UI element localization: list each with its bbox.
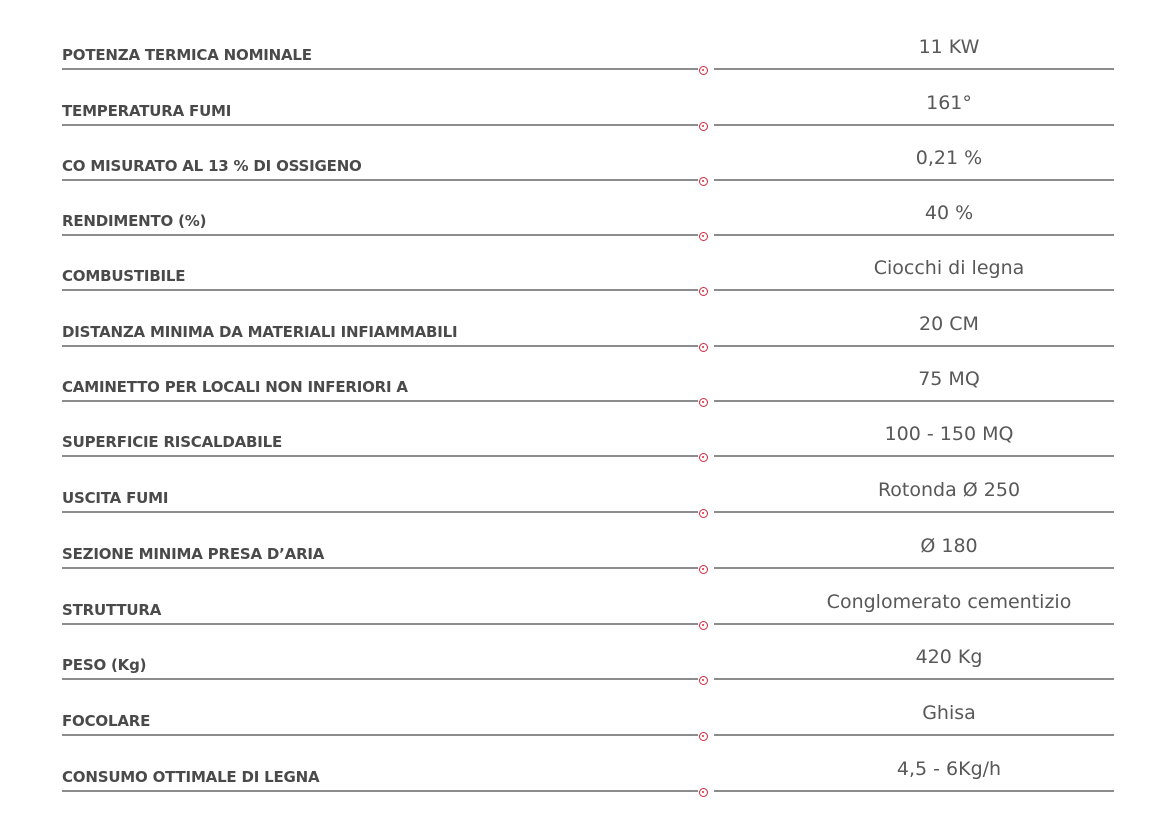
divider-left [62, 234, 698, 236]
divider-right [714, 289, 1114, 291]
spec-value: 75 MQ [918, 368, 980, 390]
spec-row [0, 257, 1171, 320]
spec-label: CO MISURATO AL 13 % DI OSSIGENO [62, 157, 362, 175]
spec-row [0, 479, 1171, 542]
spec-label: SEZIONE MINIMA PRESA D’ARIA [62, 545, 325, 563]
divider-right [714, 179, 1114, 181]
circle-dot-icon [699, 621, 708, 630]
spec-value: 20 CM [919, 313, 979, 335]
divider-right [714, 455, 1114, 457]
circle-dot-icon [699, 232, 708, 241]
circle-dot-icon [699, 676, 708, 685]
spec-value: Ø 180 [920, 535, 978, 557]
spec-label: STRUTTURA [62, 601, 162, 619]
divider-right [714, 790, 1114, 792]
spec-value: 0,21 % [915, 147, 983, 169]
divider-right [714, 68, 1114, 70]
divider-left [62, 400, 698, 402]
divider-left [62, 124, 698, 126]
spec-label: SUPERFICIE RISCALDABILE [62, 433, 283, 451]
spec-value: 161° [926, 92, 972, 114]
divider-right [714, 678, 1114, 680]
divider-left [62, 567, 698, 569]
spec-row [0, 423, 1171, 486]
spec-label: POTENZA TERMICA NOMINALE [62, 46, 312, 64]
spec-label: RENDIMENTO (%) [62, 212, 207, 230]
circle-dot-icon [699, 177, 708, 186]
divider-right [714, 511, 1114, 513]
spec-row [0, 758, 1171, 821]
circle-dot-icon [699, 509, 708, 518]
spec-value: 11 KW [918, 36, 980, 58]
spec-row [0, 702, 1171, 765]
spec-value: Ghisa [922, 702, 976, 724]
circle-dot-icon [699, 287, 708, 296]
spec-label: COMBUSTIBILE [62, 267, 186, 285]
spec-value: 40 % [924, 202, 974, 224]
circle-dot-icon [699, 453, 708, 462]
spec-label: PESO (Kg) [62, 656, 147, 674]
spec-value: 4,5 - 6Kg/h [896, 758, 1002, 780]
divider-left [62, 345, 698, 347]
divider-right [714, 734, 1114, 736]
spec-value: Conglomerato cementizio [826, 591, 1072, 613]
spec-value: Ciocchi di legna [873, 257, 1025, 279]
divider-left [62, 455, 698, 457]
divider-left [62, 623, 698, 625]
circle-dot-icon [699, 398, 708, 407]
circle-dot-icon [699, 788, 708, 797]
divider-right [714, 234, 1114, 236]
spec-row [0, 535, 1171, 598]
divider-left [62, 289, 698, 291]
circle-dot-icon [699, 732, 708, 741]
divider-left [62, 68, 698, 70]
divider-left [62, 511, 698, 513]
divider-left [62, 179, 698, 181]
circle-dot-icon [699, 565, 708, 574]
spec-row [0, 646, 1171, 709]
circle-dot-icon [699, 122, 708, 131]
circle-dot-icon [699, 66, 708, 75]
spec-label: CONSUMO OTTIMALE DI LEGNA [62, 768, 320, 786]
spec-value: Rotonda Ø 250 [877, 479, 1021, 501]
divider-right [714, 623, 1114, 625]
divider-left [62, 678, 698, 680]
divider-right [714, 124, 1114, 126]
spec-value: 420 Kg [915, 646, 983, 668]
spec-row [0, 36, 1171, 99]
divider-left [62, 790, 698, 792]
divider-right [714, 345, 1114, 347]
spec-label: USCITA FUMI [62, 489, 169, 507]
divider-left [62, 734, 698, 736]
spec-label: FOCOLARE [62, 712, 151, 730]
circle-dot-icon [699, 343, 708, 352]
spec-label: TEMPERATURA FUMI [62, 102, 232, 120]
spec-label: CAMINETTO PER LOCALI NON INFERIORI A [62, 378, 408, 396]
spec-label: DISTANZA MINIMA DA MATERIALI INFIAMMABILI [62, 323, 458, 341]
spec-value: 100 - 150 MQ [884, 423, 1014, 445]
divider-right [714, 567, 1114, 569]
divider-right [714, 400, 1114, 402]
